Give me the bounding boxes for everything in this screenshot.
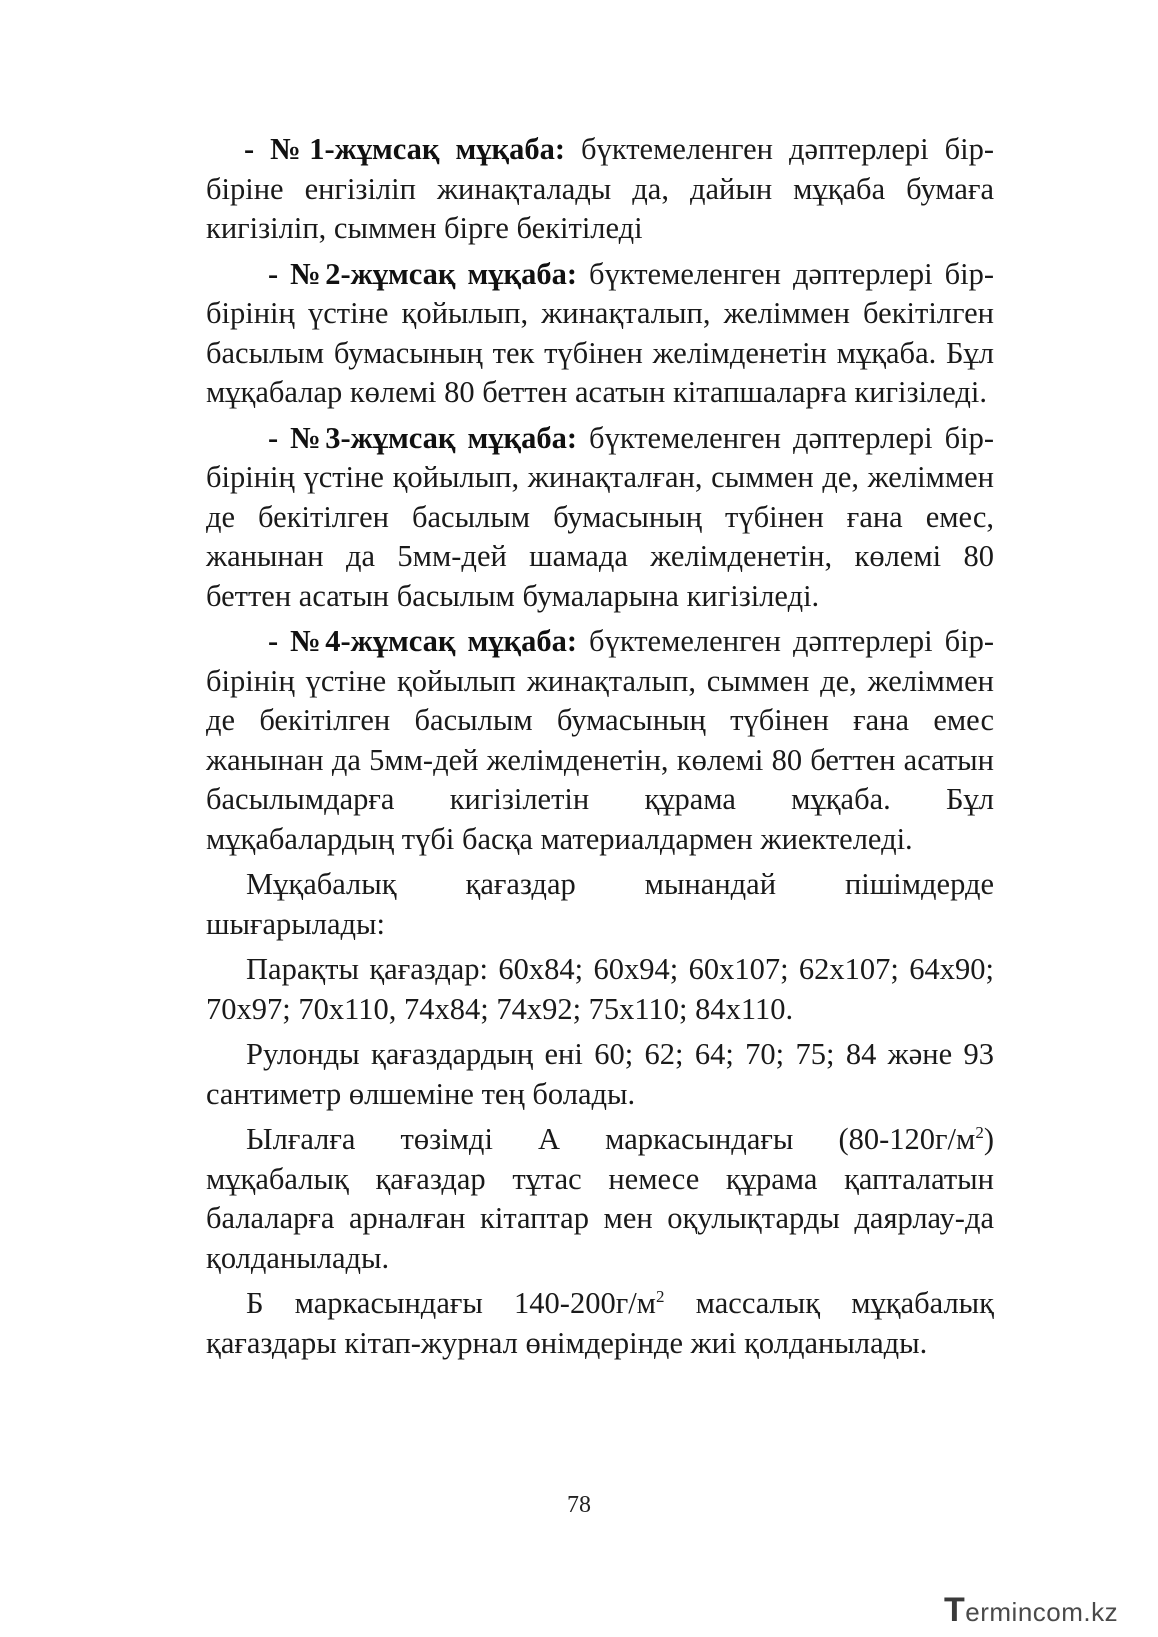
watermark-initial: T xyxy=(944,1591,966,1629)
definition-cover-3: бүктемеленген дәптерлері бір-бірінің үстіне қойылып, жинақталған, сыммен де, желіммен де бекітілген басылым бумасының түбінен ғана емес, жанынан да 5мм-дей шамада желімденетін, көлемі 80 беттен асатын басылым бумаларына кигізіледі. xyxy=(206,420,994,613)
grade-a-text-start: Ылғалға төзімді А маркасындағы (80-120г/м xyxy=(246,1122,976,1156)
definition-cover-4: бүктемеленген дәптерлері бір-бірінің үстіне қойылып жинақталып, сыммен де, желіммен де бекітілген басылым бумасының түбінен ғана емес жанынан да 5мм-дей желімденетін, көлемі 80 беттен асатын басылымдарға кигізілетін құрама мұқаба. Бұл мұқабалардың түбі басқа материалдармен жиектеледі. xyxy=(206,624,994,856)
grade-a-superscript: 2 xyxy=(975,1122,984,1142)
term-cover-1: - №1-жұмсақ мұқаба: xyxy=(244,132,566,166)
term-cover-4: - №4-жұмсақ мұқаба: xyxy=(268,624,578,658)
paragraph-cover-3 xyxy=(206,419,994,617)
page-number: 78 xyxy=(567,1492,591,1518)
watermark-magnifier-o: o xyxy=(1046,1597,1062,1627)
watermark-middle: erminc xyxy=(965,1597,1047,1627)
term-cover-2: - №2-жұмсақ мұқаба: xyxy=(268,256,578,291)
paragraph-cover-4 xyxy=(206,622,994,859)
document-body xyxy=(206,130,994,1363)
term-cover-3: - №3-жұмсақ мұқаба: xyxy=(268,420,578,455)
paragraph-cover-2 xyxy=(206,255,994,413)
grade-b-text-end: массалық мұқабалық қағаздары кітап-журнал өнімдерінде жиі қолданылады. xyxy=(206,1286,994,1360)
paragraph-cover-1 xyxy=(206,130,994,249)
paragraph-sheet-formats: Парақты қағаздар: 60х84; 60х94; 60х107; 62х107; 64х90; 70х97; 70х110, 74х84; 74х92; 75х110; 84х110. xyxy=(206,952,994,1026)
grade-b-text-start: Б маркасындағы 140-200г/м xyxy=(246,1286,656,1320)
paragraph-grade-b xyxy=(206,1284,994,1363)
paragraph-roll-widths: Рулонды қағаздардың ені 60; 62; 64; 70; 75; 84 және 93 сантиметр өлшеміне тең болады. xyxy=(206,1037,994,1111)
paragraph-grade-a xyxy=(206,1120,994,1278)
definition-cover-2: бүктемеленген дәптерлері бір-бірінің үстіне қойылып, жинақталып, желіммен бекітілген басылым бумасының тек түбінен желімденетін мұқаба. Бұл мұқабалар көлемі 80 беттен асатын кітапшаларға кигізіледі. xyxy=(206,256,994,409)
grade-a-text-end: ) мұқабалық қағаздар тұтас немесе құрама қапталатын балаларға арналған кітаптар мен оқулықтарды даярлау-да қолданылады. xyxy=(206,1122,994,1275)
grade-b-superscript: 2 xyxy=(655,1286,665,1306)
definition-cover-1: бүктемеленген дәптерлері бір-біріне енгізіліп жинақталады да, дайын мұқаба бумаға кигізіліп, сыммен бірге бекітіледі xyxy=(206,132,994,245)
paragraph-formats-intro: Мұқабалық қағаздар мынандай пішімдерде шығарылады: xyxy=(206,867,994,941)
termincom-watermark-logo xyxy=(944,1591,1118,1630)
watermark-tail: m.kz xyxy=(1061,1597,1119,1627)
